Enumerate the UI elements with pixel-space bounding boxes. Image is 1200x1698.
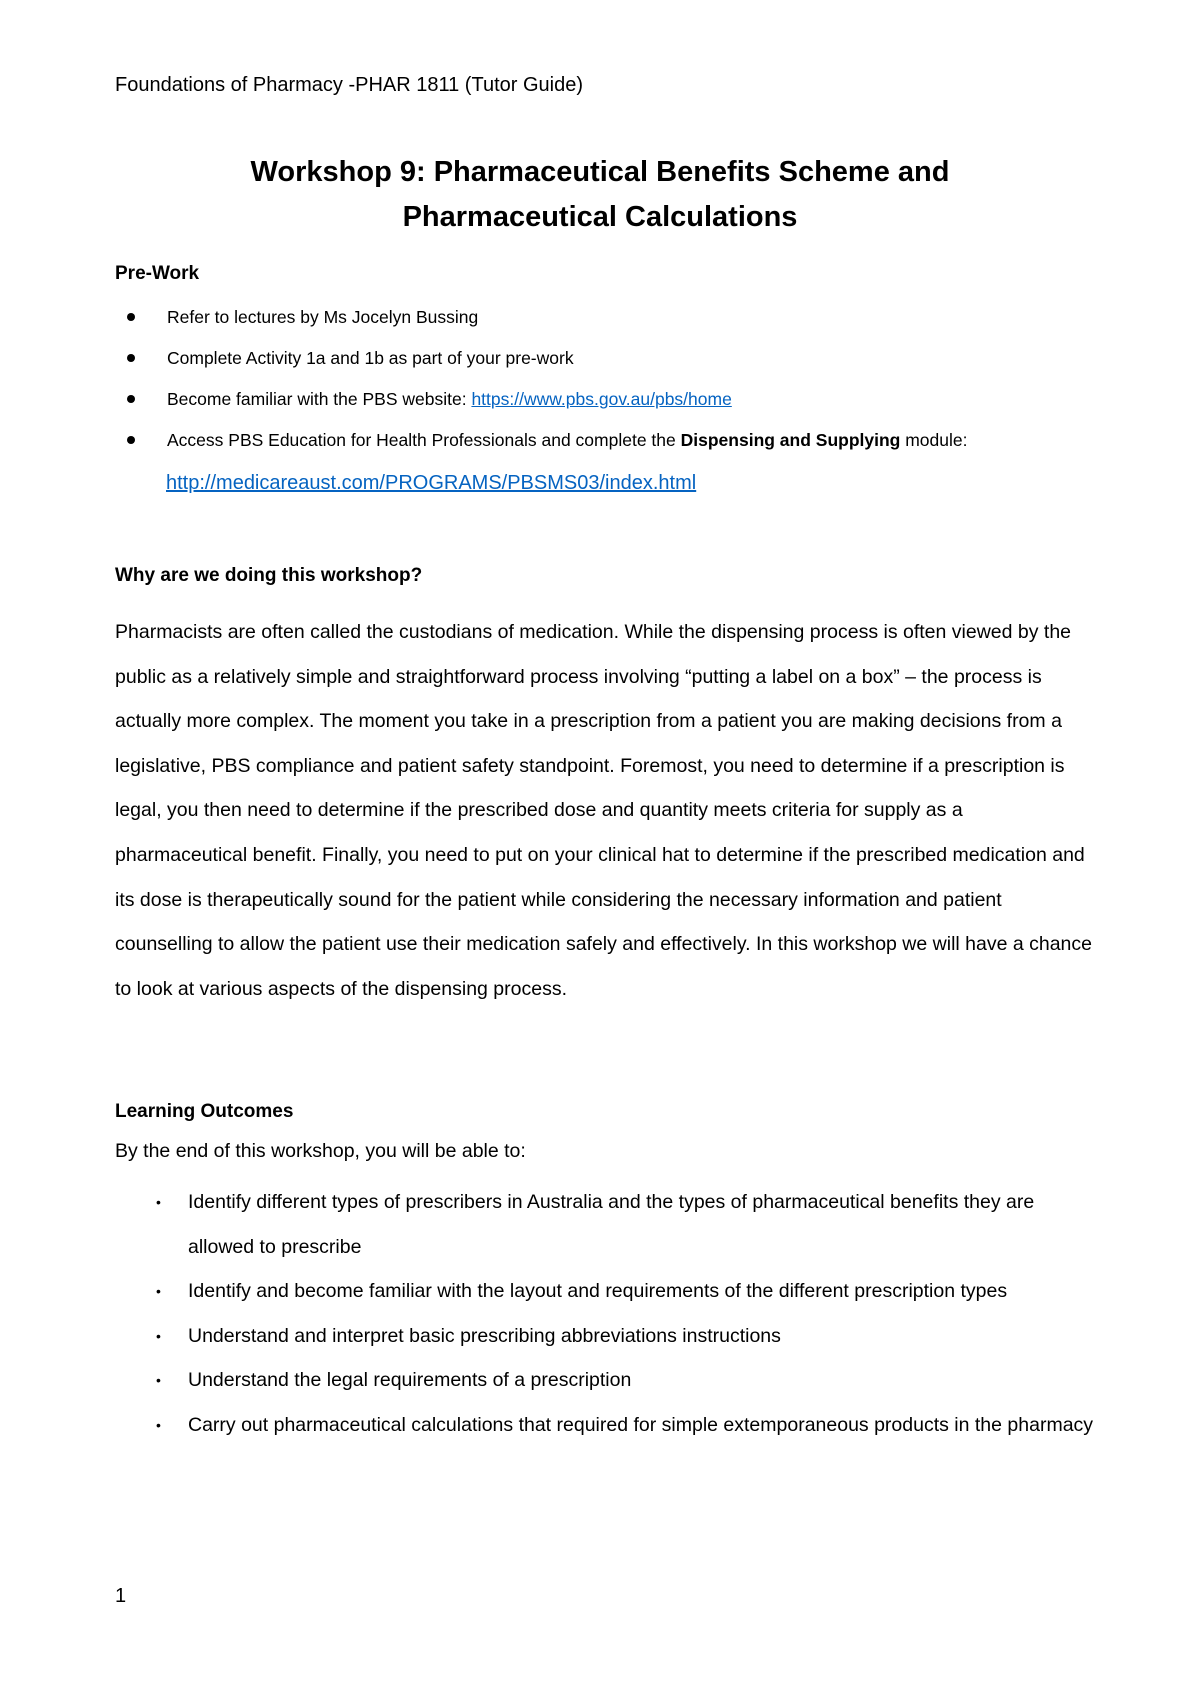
prework-list <box>115 303 967 467</box>
list-item <box>115 426 967 467</box>
prework-item-text: Access PBS Education for Health Professionals and complete the <box>167 430 681 450</box>
bullet-icon: • <box>156 1194 161 1210</box>
running-header: Foundations of Pharmacy -PHAR 1811 (Tutor Guide) <box>115 74 583 96</box>
list-item <box>115 1269 1100 1314</box>
title-line-2: Pharmaceutical Calculations <box>402 201 798 233</box>
bullet-icon <box>127 395 135 403</box>
why-heading: Why are we doing this workshop? <box>115 565 423 586</box>
page-number: 1 <box>115 1585 127 1607</box>
list-item <box>115 385 967 426</box>
bullet-icon <box>127 436 135 444</box>
title-line-1: Workshop 9: Pharmaceutical Benefits Scheme and <box>250 156 950 188</box>
why-paragraph: Pharmacists are often called the custodians of medication. While the dispensing process is often viewed by the public as a relatively simple and straightforward process involving “putting a label on a box” – the process is actually more complex. The moment you take in a prescription from a patient you are making decisions from a legislative, PBS compliance and patient safety standpoint. Foremost, you need to determine if a prescription is legal, you then need to determine if the prescribed dose and quantity meets criteria for supply as a pharmaceutical benefit. Finally, you need to put on your clinical hat to determine if the prescribed medication and its dose is therapeutically sound for the patient while considering the necessary information and patient counselling to allow the patient use their medication safely and effectively. In this workshop we will have a chance to look at various aspects of the dispensing process. <box>115 621 1092 1000</box>
pbs-website-link[interactable]: https://www.pbs.gov.au/pbs/home <box>471 389 732 409</box>
prework-item-text: module: <box>900 430 968 450</box>
prework-item-text: Complete Activity 1a and 1b as part of your pre-work <box>167 348 574 368</box>
prework-item-text: Refer to lectures by Ms Jocelyn Bussing <box>167 307 479 327</box>
bullet-icon: • <box>156 1327 161 1344</box>
list-item <box>115 1314 1100 1359</box>
prework-heading: Pre-Work <box>115 263 200 284</box>
outcomes-intro: By the end of this workshop, you will be able to: <box>115 1140 526 1162</box>
list-item <box>115 344 967 385</box>
outcome-text: Carry out pharmaceutical calculations that required for simple extemporaneous products in the pharmacy <box>188 1413 1094 1436</box>
outcome-text: Identify different types of prescribers in Australia and the types of pharmaceutical benefits they are allowed to prescribe <box>188 1191 1035 1258</box>
outcomes-heading: Learning Outcomes <box>115 1101 294 1122</box>
module-name: Dispensing and Supplying <box>680 430 901 450</box>
module-link[interactable]: http://medicareaust.com/PROGRAMS/PBSMS03/index.html <box>166 472 697 494</box>
outcome-text: Identify and become familiar with the layout and requirements of the different prescription types <box>188 1280 1008 1303</box>
document-title <box>0 150 1200 240</box>
bullet-icon: • <box>156 1416 161 1433</box>
bullet-icon: • <box>156 1283 161 1300</box>
list-item <box>115 1358 1100 1403</box>
outcome-text: Understand and interpret basic prescribing abbreviations instructions <box>188 1324 781 1347</box>
list-item <box>115 1403 1100 1448</box>
outcome-text: Understand the legal requirements of a prescription <box>188 1369 632 1392</box>
list-item <box>115 303 967 344</box>
bullet-icon <box>127 354 135 362</box>
outcomes-list <box>115 1180 1100 1448</box>
bullet-icon <box>127 313 135 321</box>
prework-item-text: Become familiar with the PBS website: <box>167 389 472 409</box>
bullet-icon: • <box>156 1372 161 1389</box>
list-item <box>115 1180 1100 1269</box>
